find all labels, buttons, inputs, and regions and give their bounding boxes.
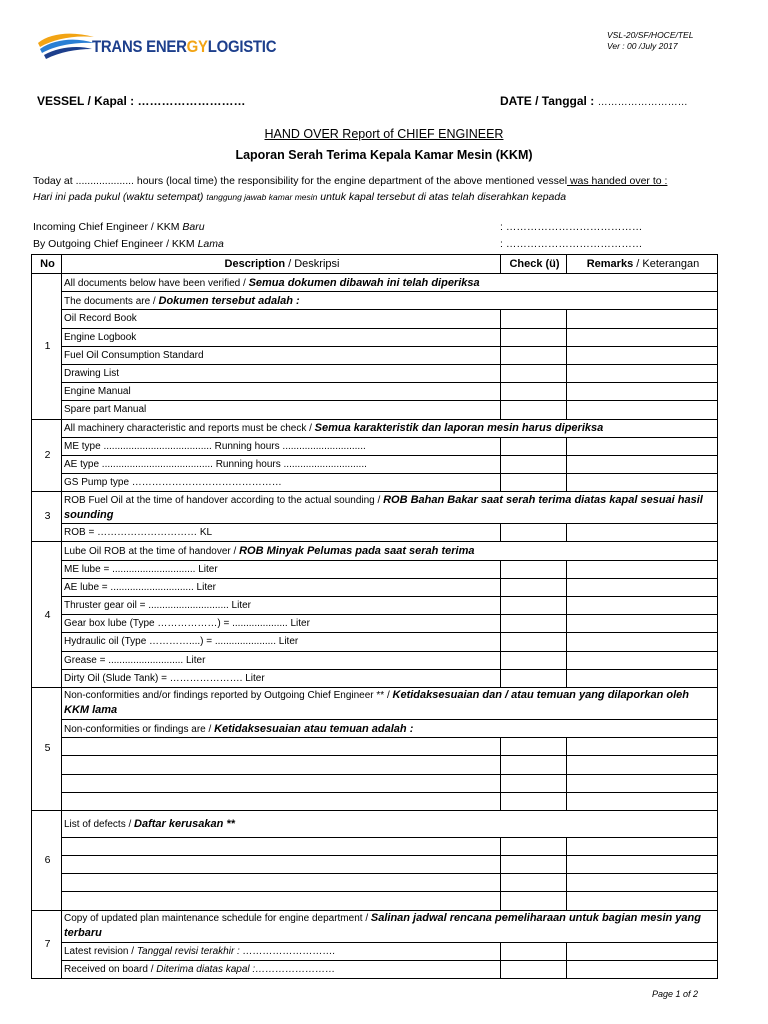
section-heading: Lube Oil ROB at the time of handover / ROB Minyak Pelumas pada saat serah terima — [62, 542, 718, 560]
remarks-cell[interactable] — [567, 774, 718, 792]
item-description: Gear box lube (Type ………………) = .................... Liter — [62, 615, 501, 633]
intro-en-1: Today at .................... hours (local time) the responsibility for the engine department of the above mentioned vessel — [33, 175, 568, 187]
table-row — [32, 669, 718, 687]
section-number: 2 — [32, 419, 62, 492]
check-cell[interactable] — [501, 874, 567, 892]
date-value[interactable]: ……………………… — [597, 97, 688, 108]
table-row — [32, 874, 718, 892]
blank-entry-cell[interactable] — [62, 792, 501, 810]
check-cell[interactable] — [501, 455, 567, 473]
intro-id-1: Hari ini pada pukul (waktu setempat) — [33, 191, 207, 203]
item-description: Dirty Oil (Slude Tank) = …………………. Liter — [62, 669, 501, 687]
section-heading: ROB Fuel Oil at the time of handover according to the actual sounding / ROB Bahan Bakar saat serah terima diatas kapal sesuai hasil sounding — [62, 492, 718, 524]
blank-entry-cell[interactable] — [62, 774, 501, 792]
section-heading: All machinery characteristic and reports must be check / Semua karakteristik dan laporan mesin harus diperiksa — [62, 419, 718, 437]
check-cell[interactable] — [501, 792, 567, 810]
item-description: Hydraulic oil (Type …………....) = ...................... Liter — [62, 633, 501, 651]
remarks-cell[interactable] — [567, 597, 718, 615]
check-cell[interactable] — [501, 856, 567, 874]
table-row — [32, 474, 718, 492]
item-description: ROB = ………………………… KL — [62, 524, 501, 542]
check-cell[interactable] — [501, 524, 567, 542]
item-description: Grease = ........................... Liter — [62, 651, 501, 669]
table-row — [32, 738, 718, 756]
item-description: Thruster gear oil = ............................. Liter — [62, 597, 501, 615]
title-english — [0, 127, 768, 141]
table-row — [32, 615, 718, 633]
intro-id-3: untuk kapal tersebut di atas telah diserahkan kepada — [317, 191, 567, 203]
item-description: Received on board / Diterima diatas kapal :…………………… — [62, 960, 501, 978]
logo-text-part2: GY — [186, 37, 208, 56]
table-header-row — [32, 255, 718, 274]
table-row — [32, 892, 718, 910]
table-row — [32, 774, 718, 792]
vessel-value[interactable]: ……………………… — [137, 94, 246, 108]
outgoing-label — [33, 238, 224, 250]
remarks-cell[interactable] — [567, 401, 718, 419]
table-row — [32, 274, 718, 292]
remarks-cell[interactable] — [567, 474, 718, 492]
date-field — [500, 94, 688, 108]
remarks-cell[interactable] — [567, 651, 718, 669]
date-label: DATE / Tanggal : — [500, 94, 595, 108]
item-description: Drawing List — [62, 364, 501, 382]
remarks-cell[interactable] — [567, 792, 718, 810]
outgoing-label-italic: Lama — [197, 238, 224, 250]
document-reference — [607, 30, 693, 52]
check-cell[interactable] — [501, 669, 567, 687]
table-row — [32, 578, 718, 596]
handover-checklist-table — [31, 254, 718, 979]
section-number: 7 — [32, 910, 62, 978]
check-cell[interactable] — [501, 960, 567, 978]
check-cell[interactable] — [501, 310, 567, 328]
check-cell[interactable] — [501, 633, 567, 651]
item-description: AE lube = .............................. Liter — [62, 578, 501, 596]
table-row — [32, 492, 718, 524]
incoming-label-italic: Baru — [182, 221, 205, 233]
check-cell[interactable] — [501, 578, 567, 596]
item-description: AE type ........................................ Running hours .............................. — [62, 455, 501, 473]
remarks-cell[interactable] — [567, 874, 718, 892]
table-row — [32, 687, 718, 719]
section-subheading: The documents are / Dokumen tersebut adalah : — [62, 292, 718, 310]
blank-entry-cell[interactable] — [62, 874, 501, 892]
col-no-header: No — [32, 255, 62, 274]
title-indonesian: Laporan Serah Terima Kepala Kamar Mesin (KKM) — [235, 148, 533, 162]
incoming-value[interactable]: : ………………………………… — [500, 221, 643, 233]
intro-indonesian — [33, 191, 566, 203]
table-row — [32, 455, 718, 473]
section-heading: Non-conformities and/or findings reported by Outgoing Chief Engineer ** / Ketidaksesuaian dan / atau temuan yang dilaporkan oleh KKM lama — [62, 687, 718, 719]
intro-english — [33, 175, 667, 187]
section-number: 4 — [32, 542, 62, 688]
remarks-cell[interactable] — [567, 892, 718, 910]
table-row — [32, 597, 718, 615]
item-description: Engine Logbook — [62, 328, 501, 346]
section-number: 5 — [32, 687, 62, 810]
remarks-cell[interactable] — [567, 615, 718, 633]
check-cell[interactable] — [501, 346, 567, 364]
table-row — [32, 942, 718, 960]
check-cell[interactable] — [501, 615, 567, 633]
check-cell[interactable] — [501, 651, 567, 669]
section-number: 6 — [32, 810, 62, 910]
remarks-cell[interactable] — [567, 633, 718, 651]
logo-text-part1: TRANS ENER — [92, 37, 187, 56]
remarks-cell[interactable] — [567, 346, 718, 364]
item-description: GS Pump type ……………………………………… — [62, 474, 501, 492]
check-cell[interactable] — [501, 560, 567, 578]
blank-entry-cell[interactable] — [62, 856, 501, 874]
table-row — [32, 792, 718, 810]
remarks-cell[interactable] — [567, 837, 718, 855]
logo-text-part3: LOGISTIC — [207, 37, 277, 56]
table-row — [32, 401, 718, 419]
check-cell[interactable] — [501, 774, 567, 792]
outgoing-label-text: By Outgoing Chief Engineer / KKM — [33, 238, 198, 250]
section-heading: Copy of updated plan maintenance schedule for engine department / Salinan jadwal rencana pemeliharaan untuk bagian mesin yang terbaru — [62, 910, 718, 942]
intro-en-2: was handed over to : — [567, 175, 668, 187]
table-row — [32, 910, 718, 942]
logo-swoosh-icon — [36, 27, 96, 67]
remarks-cell[interactable] — [567, 383, 718, 401]
item-description: Latest revision / Tanggal revisi terakhir : ………………………. — [62, 942, 501, 960]
check-cell[interactable] — [501, 474, 567, 492]
check-cell[interactable] — [501, 383, 567, 401]
item-description: ME type ....................................... Running hours .............................. — [62, 437, 501, 455]
remarks-cell[interactable] — [567, 364, 718, 382]
incoming-label — [33, 221, 205, 233]
table-row — [32, 756, 718, 774]
remarks-cell[interactable] — [567, 578, 718, 596]
outgoing-value[interactable]: : ………………………………… — [500, 238, 643, 250]
table-row — [32, 346, 718, 364]
section-number: 1 — [32, 274, 62, 420]
doc-code: VSL-20/SF/HOCE/TEL — [607, 30, 694, 40]
item-description: Oil Record Book — [62, 310, 501, 328]
check-cell[interactable] — [501, 328, 567, 346]
logo-wordmark — [92, 37, 276, 57]
table-row — [32, 837, 718, 855]
intro-id-2: tanggung jawab kamar mesin — [206, 192, 318, 202]
remarks-cell[interactable] — [567, 437, 718, 455]
blank-entry-cell[interactable] — [62, 892, 501, 910]
blank-entry-cell[interactable] — [62, 738, 501, 756]
table-row — [32, 651, 718, 669]
check-cell[interactable] — [501, 597, 567, 615]
check-cell[interactable] — [501, 437, 567, 455]
table-row — [32, 960, 718, 978]
remarks-cell[interactable] — [567, 960, 718, 978]
remarks-cell[interactable] — [567, 524, 718, 542]
doc-version: Ver : 00 /July 2017 — [607, 41, 678, 51]
remarks-cell[interactable] — [567, 455, 718, 473]
item-description: ME lube = .............................. Liter — [62, 560, 501, 578]
item-description: Fuel Oil Consumption Standard — [62, 346, 501, 364]
col-description-header: Description / Deskripsi — [62, 255, 501, 274]
table-row — [32, 856, 718, 874]
table-row — [32, 364, 718, 382]
remarks-cell[interactable] — [567, 310, 718, 328]
table-row — [32, 310, 718, 328]
check-cell[interactable] — [501, 892, 567, 910]
table-row — [32, 437, 718, 455]
table-row — [32, 292, 718, 310]
remarks-cell[interactable] — [567, 942, 718, 960]
table-row — [32, 560, 718, 578]
section-subheading: Non-conformities or findings are / Ketidaksesuaian atau temuan adalah : — [62, 719, 718, 737]
table-row — [32, 383, 718, 401]
remarks-cell[interactable] — [567, 669, 718, 687]
incoming-label-text: Incoming Chief Engineer / KKM — [33, 221, 183, 233]
check-cell[interactable] — [501, 837, 567, 855]
check-cell[interactable] — [501, 942, 567, 960]
table-row — [32, 810, 718, 837]
check-cell[interactable] — [501, 401, 567, 419]
blank-entry-cell[interactable] — [62, 837, 501, 855]
blank-entry-cell[interactable] — [62, 756, 501, 774]
section-number: 3 — [32, 492, 62, 542]
page-number: Page 1 of 2 — [652, 989, 699, 999]
remarks-cell[interactable] — [567, 328, 718, 346]
item-description: Engine Manual — [62, 383, 501, 401]
section-heading: All documents below have been verified / Semua dokumen dibawah ini telah diperiksa — [62, 274, 718, 292]
table-row — [32, 328, 718, 346]
company-logo — [36, 27, 277, 67]
vessel-field — [37, 94, 246, 108]
check-cell[interactable] — [501, 364, 567, 382]
section-heading: List of defects / Daftar kerusakan ** — [62, 810, 718, 837]
remarks-cell[interactable] — [567, 738, 718, 756]
table-row — [32, 524, 718, 542]
table-row — [32, 419, 718, 437]
table-row — [32, 542, 718, 560]
col-remarks-header: Remarks / Keterangan — [567, 255, 718, 274]
table-row — [32, 719, 718, 737]
title-line1: HAND OVER Report of CHIEF ENGINEER — [264, 127, 504, 141]
remarks-cell[interactable] — [567, 756, 718, 774]
remarks-cell[interactable] — [567, 560, 718, 578]
table-row — [32, 633, 718, 651]
item-description: Spare part Manual — [62, 401, 501, 419]
remarks-cell[interactable] — [567, 856, 718, 874]
col-check-header: Check (ü) — [501, 255, 567, 274]
check-cell[interactable] — [501, 738, 567, 756]
vessel-label: VESSEL / Kapal : — [37, 94, 135, 108]
check-cell[interactable] — [501, 756, 567, 774]
